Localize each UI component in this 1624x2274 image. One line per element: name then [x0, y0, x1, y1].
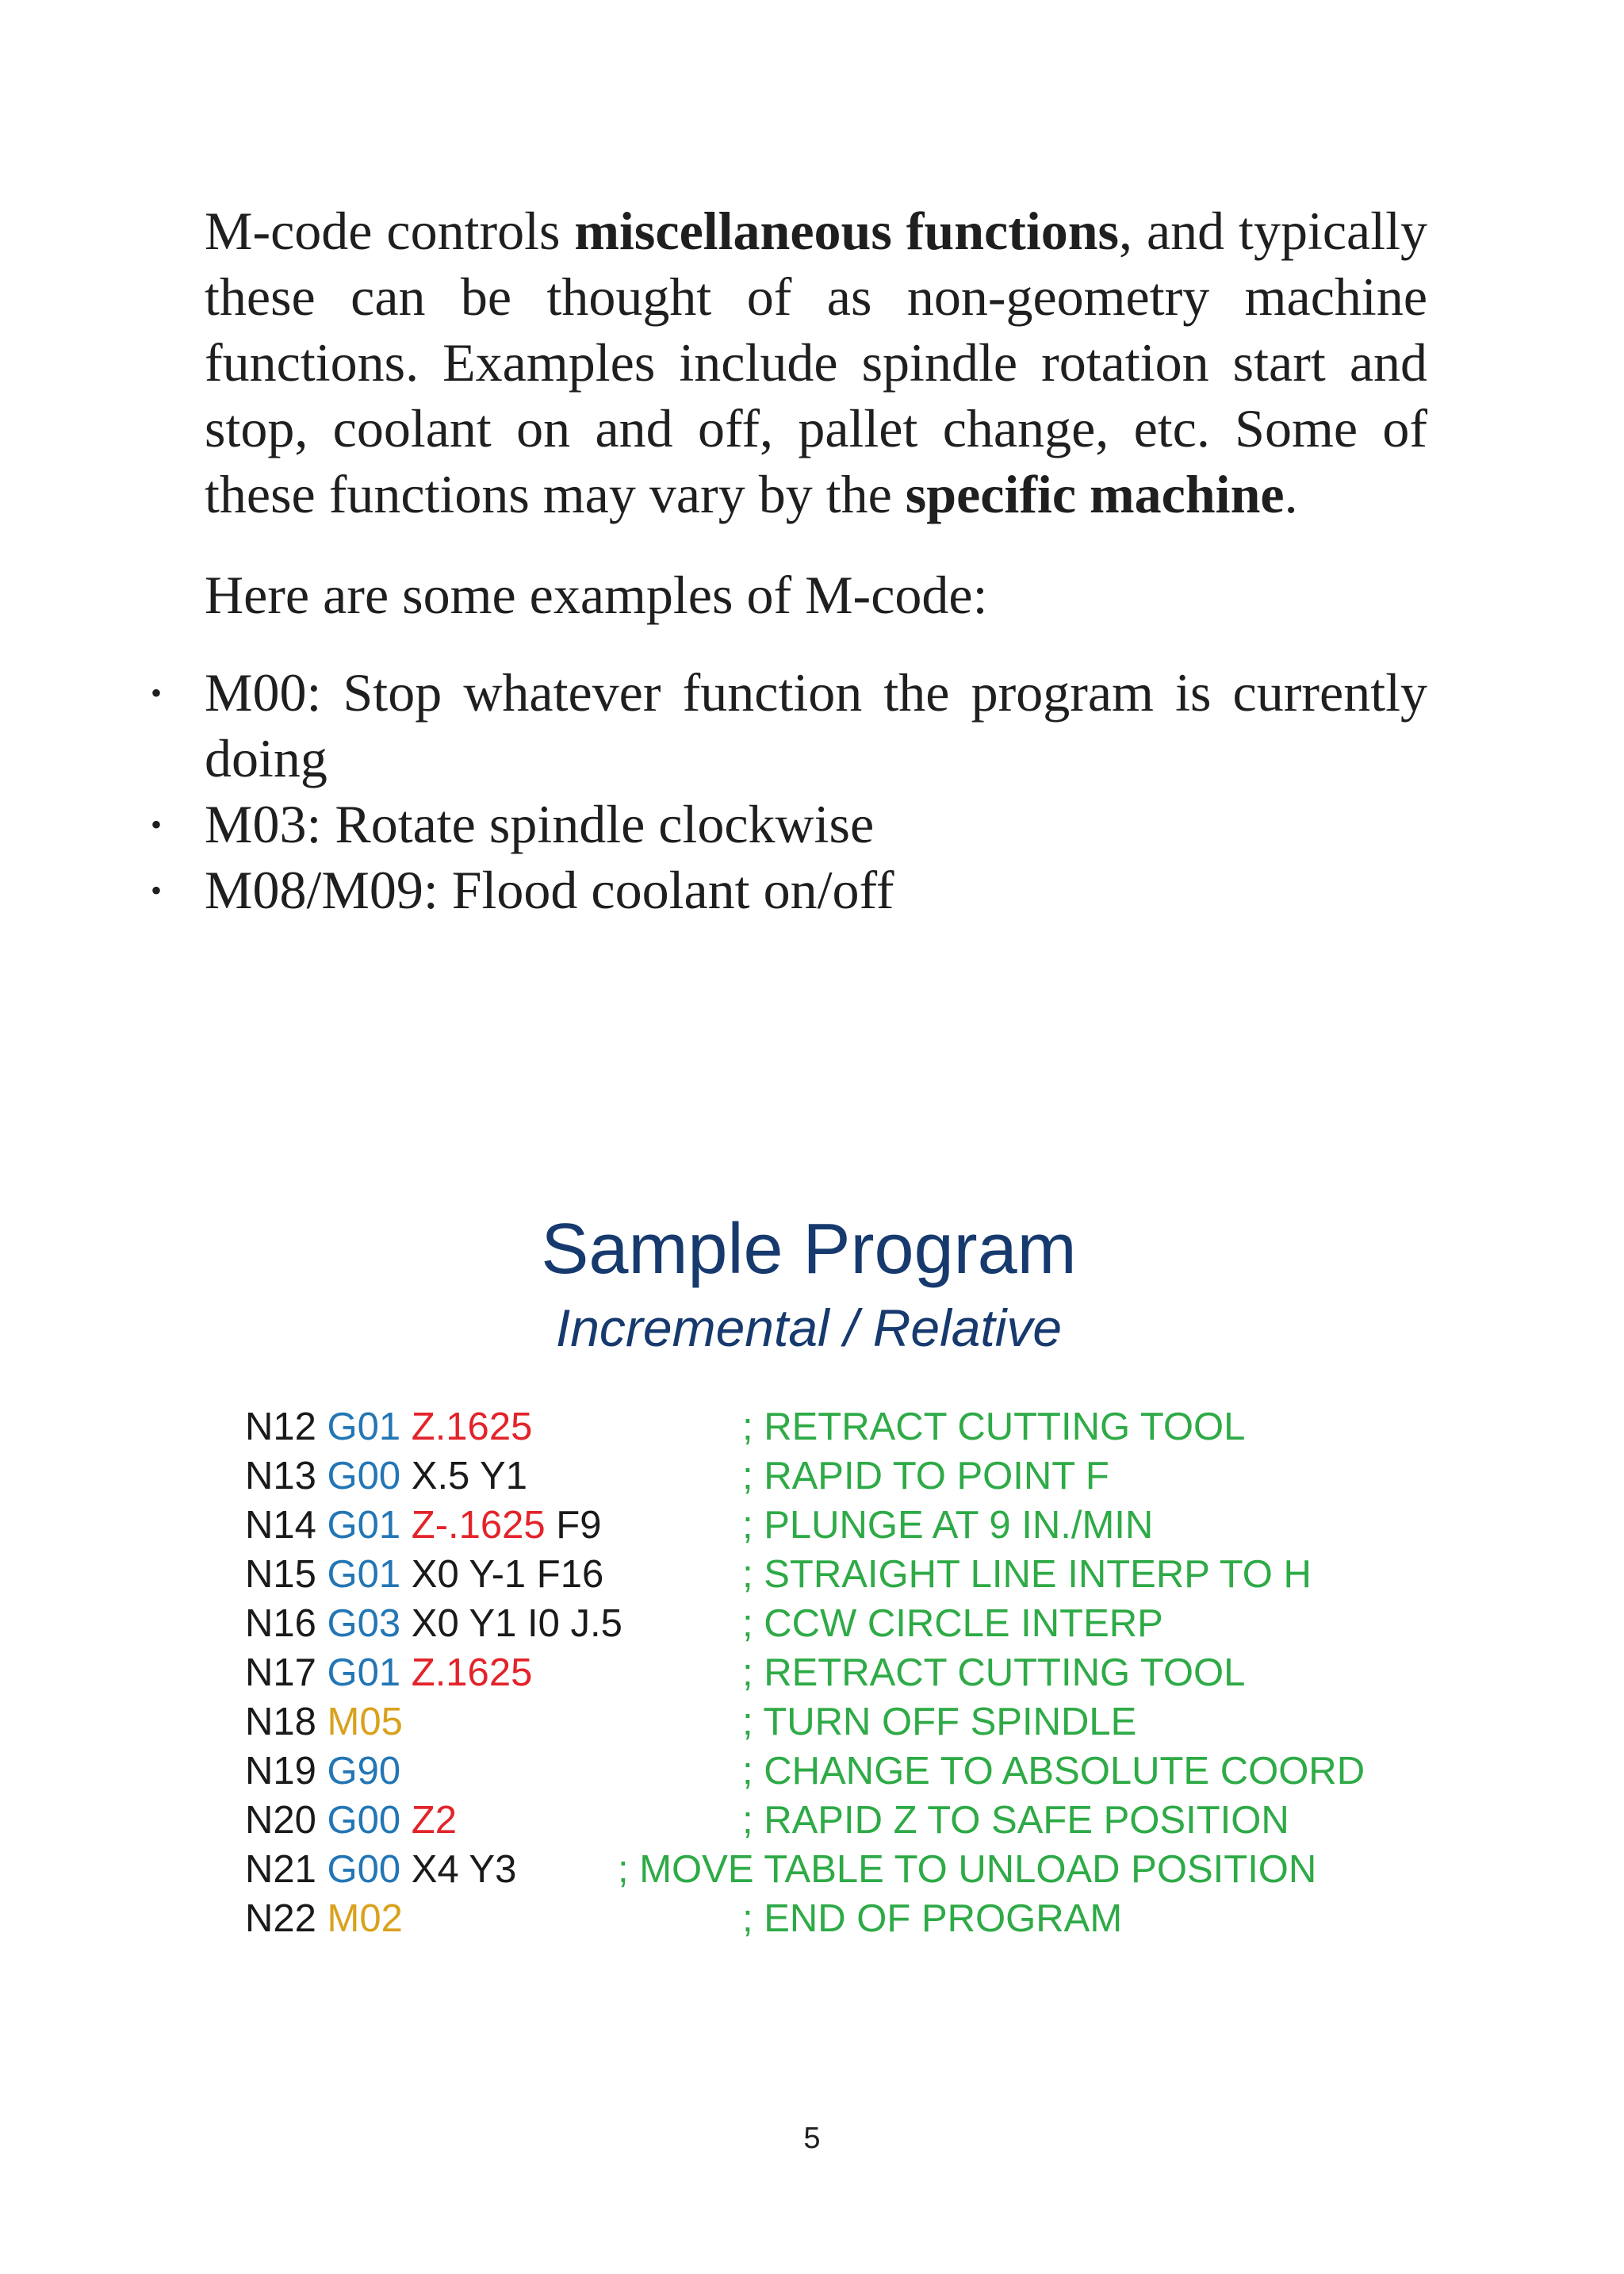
command-code: G01 — [327, 1553, 401, 1596]
parameters: X.5 Y1 — [411, 1455, 527, 1497]
command-code: M02 — [327, 1897, 403, 1940]
command-code: G00 — [327, 1799, 401, 1842]
axis-move: Z-.1625 — [411, 1504, 546, 1547]
page-number: 5 — [803, 2122, 821, 2155]
intro-text-1: M-code controls — [205, 201, 575, 261]
command-code: G01 — [327, 1504, 401, 1547]
program-line — [245, 1697, 1434, 1747]
command-code: G00 — [327, 1848, 401, 1891]
program-comment: ; RAPID Z TO SAFE POSITION — [742, 1799, 1289, 1842]
program-comment: ; PLUNGE AT 9 IN./MIN — [742, 1504, 1154, 1547]
program-comment: ; RAPID TO POINT F — [742, 1455, 1109, 1497]
program-line — [245, 1599, 1434, 1648]
examples-list — [151, 660, 1427, 923]
program-line — [245, 1845, 1434, 1894]
program-line — [245, 1894, 1434, 1943]
intro-bold-term-1: miscellaneous functions — [574, 201, 1120, 261]
line-number: N20 — [245, 1799, 316, 1842]
program-code — [245, 1697, 403, 1747]
axis-move: Z2 — [411, 1799, 457, 1842]
line-number: N14 — [245, 1504, 316, 1547]
program-comment: ; RETRACT CUTTING TOOL — [742, 1405, 1246, 1448]
program-code — [245, 1599, 622, 1648]
list-item-text: M03: Rotate spindle clockwise — [205, 794, 875, 854]
command-code: G01 — [327, 1405, 401, 1448]
examples-intro: Here are some examples of M-code: — [205, 565, 988, 625]
line-number: N19 — [245, 1750, 316, 1793]
program-code — [245, 1747, 400, 1796]
command-code: M05 — [327, 1701, 403, 1743]
program-line — [245, 1402, 1434, 1451]
figure-title: Sample Program — [541, 1210, 1077, 1289]
program-code — [245, 1501, 601, 1550]
line-number: N12 — [245, 1405, 316, 1448]
intro-paragraph — [205, 198, 1427, 527]
list-item — [151, 792, 1427, 857]
intro-text-3: . — [1284, 464, 1298, 524]
command-code: G03 — [327, 1602, 401, 1645]
list-item — [151, 660, 1427, 792]
program-line — [245, 1796, 1434, 1845]
program-code — [245, 1894, 403, 1943]
list-item-text: M00: Stop whatever function the program is currently doing — [205, 662, 1427, 788]
line-number: N15 — [245, 1553, 316, 1596]
command-code: G00 — [327, 1455, 401, 1497]
program-line — [245, 1451, 1434, 1501]
program-comment: ; TURN OFF SPINDLE — [742, 1701, 1137, 1743]
program-comment: ; CHANGE TO ABSOLUTE COORD — [742, 1750, 1365, 1793]
program-code — [245, 1648, 532, 1697]
bullet-icon: • — [151, 872, 163, 908]
program-comment: ; STRAIGHT LINE INTERP TO H — [742, 1553, 1312, 1596]
parameters: X0 Y1 I0 J.5 — [411, 1602, 622, 1645]
bullet-icon: • — [151, 675, 163, 711]
bullet-icon: • — [151, 807, 163, 842]
program-code — [245, 1550, 603, 1599]
intro-text-2: , and typically these can be thought of as non-geometry machine functions. Examples include spindle rotation start and stop, coolant on and off, pallet change, etc. Some of these functions may vary by the — [205, 201, 1427, 524]
intro-bold-term-2: specific machine — [905, 464, 1285, 524]
program-code — [245, 1796, 457, 1845]
program-line — [245, 1501, 1434, 1550]
program-line — [245, 1550, 1434, 1599]
program-code — [245, 1845, 516, 1894]
program-comment: ; MOVE TABLE TO UNLOAD POSITION — [618, 1848, 1317, 1891]
axis-move: Z.1625 — [411, 1651, 533, 1694]
program-line — [245, 1747, 1434, 1796]
program-code — [245, 1402, 532, 1451]
parameters: X0 Y-1 F16 — [411, 1553, 604, 1596]
program-comment: ; RETRACT CUTTING TOOL — [742, 1651, 1246, 1694]
sample-program-figure — [230, 1206, 1404, 1967]
parameters: X4 Y3 — [411, 1848, 517, 1891]
axis-move: Z.1625 — [411, 1405, 533, 1448]
command-code: G01 — [327, 1651, 401, 1694]
line-number: N21 — [245, 1848, 316, 1891]
program-comment: ; END OF PROGRAM — [742, 1897, 1123, 1940]
line-number: N16 — [245, 1602, 316, 1645]
figure-subtitle: Incremental / Relative — [555, 1298, 1063, 1357]
program-comment: ; CCW CIRCLE INTERP — [742, 1602, 1163, 1645]
line-number: N18 — [245, 1701, 316, 1743]
program-listing — [245, 1402, 1434, 1943]
list-item — [151, 857, 1427, 923]
program-code — [245, 1451, 527, 1501]
line-number: N22 — [245, 1897, 316, 1940]
parameters: F9 — [556, 1504, 602, 1547]
program-line — [245, 1648, 1434, 1697]
list-item-text: M08/M09: Flood coolant on/off — [205, 860, 894, 920]
command-code: G90 — [327, 1750, 401, 1793]
line-number: N13 — [245, 1455, 316, 1497]
body-text — [151, 198, 1427, 923]
line-number: N17 — [245, 1651, 316, 1694]
